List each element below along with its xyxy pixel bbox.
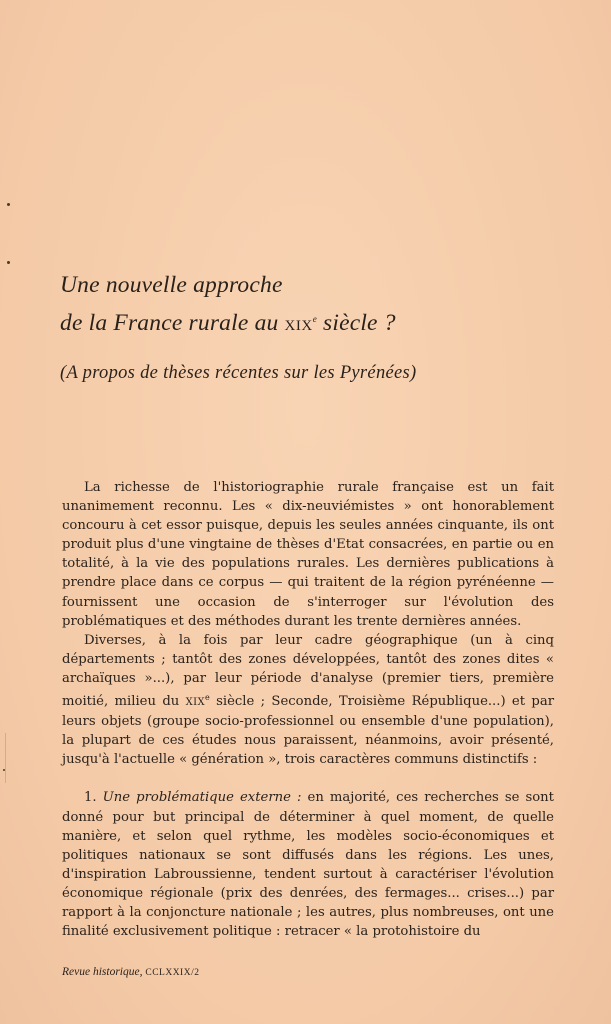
article-title-line-2 — [60, 302, 540, 343]
title-century-sup: e — [312, 314, 317, 324]
margin-mark — [5, 733, 6, 783]
article-title-line-1: Une nouvelle approche — [60, 272, 283, 298]
title-text: de la France rurale au — [60, 310, 285, 336]
century-sup: e — [205, 693, 210, 703]
paragraph-text: Diverses, à la fois par leur cadre géographique (un à cinq départements ; tantôt des zones développées, tantôt des zones dites « archaïques »...), par leur période d'analyse (premier tiers, première moitié, milieu du — [62, 632, 554, 710]
title-text-end: siècle ? — [316, 310, 396, 336]
paper-speck — [7, 261, 10, 264]
paper-speck — [7, 203, 10, 206]
article-subtitle: (A propos de thèses récentes sur les Pyrénées) — [60, 363, 417, 383]
point-heading: Une problématique externe : — [102, 790, 302, 806]
paragraph-text: en majorité, ces recherches se sont donné pour but principal de déterminer à quel moment, de quelle manière, et selon quel rythme, les modèles socio-économiques et politiques nationaux se sont diffusés dans les régions. Les unes, d'inspiration Labroussienne, tendent surtout à caractériser l'évolution économique régionale (prix des denrées, des fermages... crises...) par rapport à la conjoncture nationale ; les autres, plus nombreuses, ont une finalité exclusivement politique : retracer « la protohistoire du — [62, 790, 554, 940]
century-numeral: XIX — [185, 697, 206, 709]
paragraph-diversity — [62, 631, 554, 770]
paragraph-intro: La richesse de l'historiographie rurale française est un fait unanimement reconnu. Les « dix-neuviémistes » ont honorablement concouru à cet essor puisque, depuis les seules années cinquante, ils ont produit plus d'une vingtaine de thèses d'Etat consacrées, en partie ou en totalité, à la vie des populations rurales. Les dernières publications à prendre place dans ce corpus — qui traitent de la région pyrénéenne — fournissent une occasion de s'interroger sur l'évolution des problématiques et des méthodes durant les trente dernières années. — [62, 480, 554, 629]
paragraph-point-1 — [62, 788, 554, 941]
article-title-block — [60, 268, 540, 384]
page-footer — [62, 966, 199, 978]
paper-speck — [3, 769, 5, 771]
journal-name: Revue historique, — [62, 966, 143, 978]
point-number: 1. — [84, 790, 103, 806]
article-body — [62, 478, 554, 941]
paragraph-text: siècle ; Seconde, Troisième République...) et par leurs objets (groupe socio-professionnel ou ensemble d'une population), la plupart de ces études nous paraissent, néanmoins, avoir présenté, jusqu'à l'actuelle « génération », trois caractères communs distinctifs : — [62, 694, 554, 768]
title-century: XIX — [284, 318, 313, 334]
journal-volume: CCLXXIX/2 — [145, 968, 200, 978]
